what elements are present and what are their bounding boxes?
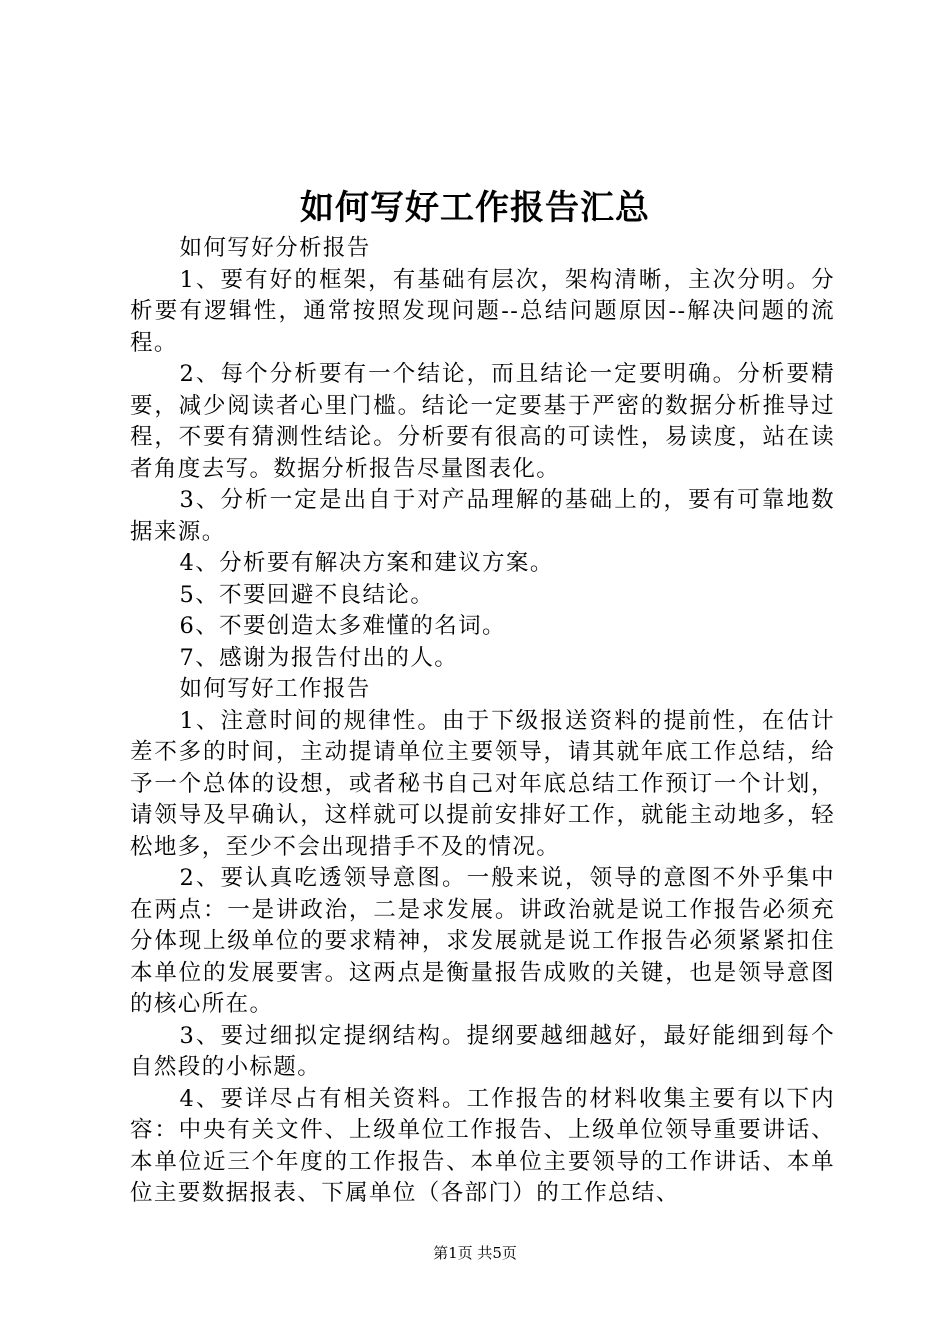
section-heading-work-report: 如何写好工作报告 <box>179 676 371 702</box>
paragraph: 3、要过细拟定提纲结构。提纲要越细越好，最好能细到每个自然段的小标题。 <box>130 1022 835 1080</box>
paragraph: 3、分析一定是出自于对产品理解的基础上的，要有可靠地数据来源。 <box>130 487 835 545</box>
paragraph: 2、每个分析要有一个结论，而且结论一定要明确。分析要精要，减少阅读者心里门槛。结论一定要基于严密的数据分析推导过程，不要有猜测性结论。分析要有很高的可读性，易读度，站在读者角度去写。数据分析报告尽量图表化。 <box>130 361 835 482</box>
paragraph: 5、不要回避不良结论。 <box>179 581 435 608</box>
page-number-footer: 第1页 共5页 <box>433 1244 517 1262</box>
document-body <box>130 233 835 1210</box>
paragraph: 4、要详尽占有相关资料。工作报告的材料收集主要有以下内容：中央有关文件、上级单位工作报告、上级单位领导重要讲话、本单位近三个年度的工作报告、本单位主要领导的工作讲话、本单位主要数据报表、下属单位（各部门）的工作总结、 <box>130 1085 835 1206</box>
paragraph: 2、要认真吃透领导意图。一般来说，领导的意图不外乎集中在两点：一是讲政治，二是求发展。讲政治就是说工作报告必须充分体现上级单位的要求精神，求发展就是说工作报告必须紧紧扣住本单位的发展要害。这两点是衡量报告成败的关键，也是领导意图的核心所在。 <box>130 865 835 1017</box>
paragraph: 4、分析要有解决方案和建议方案。 <box>179 550 554 576</box>
paragraph: 1、注意时间的规律性。由于下级报送资料的提前性，在估计差不多的时间，主动提请单位主要领导，请其就年底工作总结，给予一个总体的设想，或者秘书自己对年底总结工作预订一个计划，请领导及早确认，这样就可以提前安排好工作，就能主动地多，轻松地多，至少不会出现措手不及的情况。 <box>130 707 835 860</box>
paragraph: 6、不要创造太多难懂的名词。 <box>179 613 506 639</box>
document-title: 如何写好工作报告汇总 <box>300 188 650 228</box>
paragraph: 1、要有好的框架，有基础有层次，架构清晰，主次分明。分析要有逻辑性，通常按照发现问题--总结问题原因--解决问题的流程。 <box>130 266 835 356</box>
paragraph: 7、感谢为报告付出的人。 <box>179 644 459 671</box>
section-heading-analysis: 如何写好分析报告 <box>179 235 371 261</box>
